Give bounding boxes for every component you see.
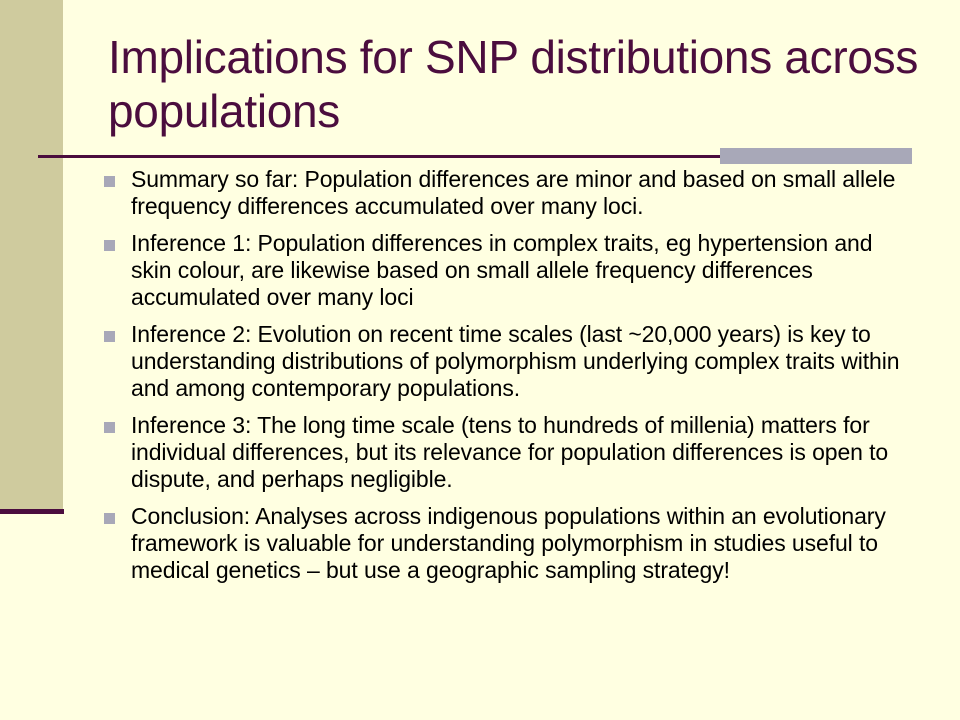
side-band-underline xyxy=(0,509,64,514)
bullet-text: Inference 3: The long time scale (tens to hundreds of millenia) matters for individual differences, but its relevance for population differences is open to dispute, and perhaps negligible. xyxy=(131,412,889,492)
bullet-item xyxy=(104,321,904,402)
bullet-item xyxy=(104,230,904,311)
square-bullet-icon xyxy=(104,240,115,251)
bullet-text: Conclusion: Analyses across indigenous populations within an evolutionary framework is valuable for understanding polymorphism in studies useful to medical genetics – but use a geographic sampling strategy! xyxy=(131,503,886,583)
square-bullet-icon xyxy=(104,513,115,524)
bullet-item xyxy=(104,503,904,584)
bullet-text: Inference 1: Population differences in complex traits, eg hypertension and skin colour, are likewise based on small allele frequency differences accumulated over many loci xyxy=(131,230,873,310)
square-bullet-icon xyxy=(104,422,115,433)
bullet-item xyxy=(104,166,904,220)
title-accent-bar xyxy=(720,148,912,164)
square-bullet-icon xyxy=(104,176,115,187)
slide-title: Implications for SNP distributions across populations xyxy=(108,31,919,137)
bullet-text: Summary so far: Population differences are minor and based on small allele frequency differences accumulated over many loci. xyxy=(131,166,896,219)
square-bullet-icon xyxy=(104,331,115,342)
bullet-item xyxy=(104,412,904,493)
side-band xyxy=(0,0,63,512)
bullet-list xyxy=(104,166,904,594)
bullet-text: Inference 2: Evolution on recent time scales (last ~20,000 years) is key to understanding distributions of polymorphism underlying complex traits within and among contemporary populations. xyxy=(131,321,900,401)
